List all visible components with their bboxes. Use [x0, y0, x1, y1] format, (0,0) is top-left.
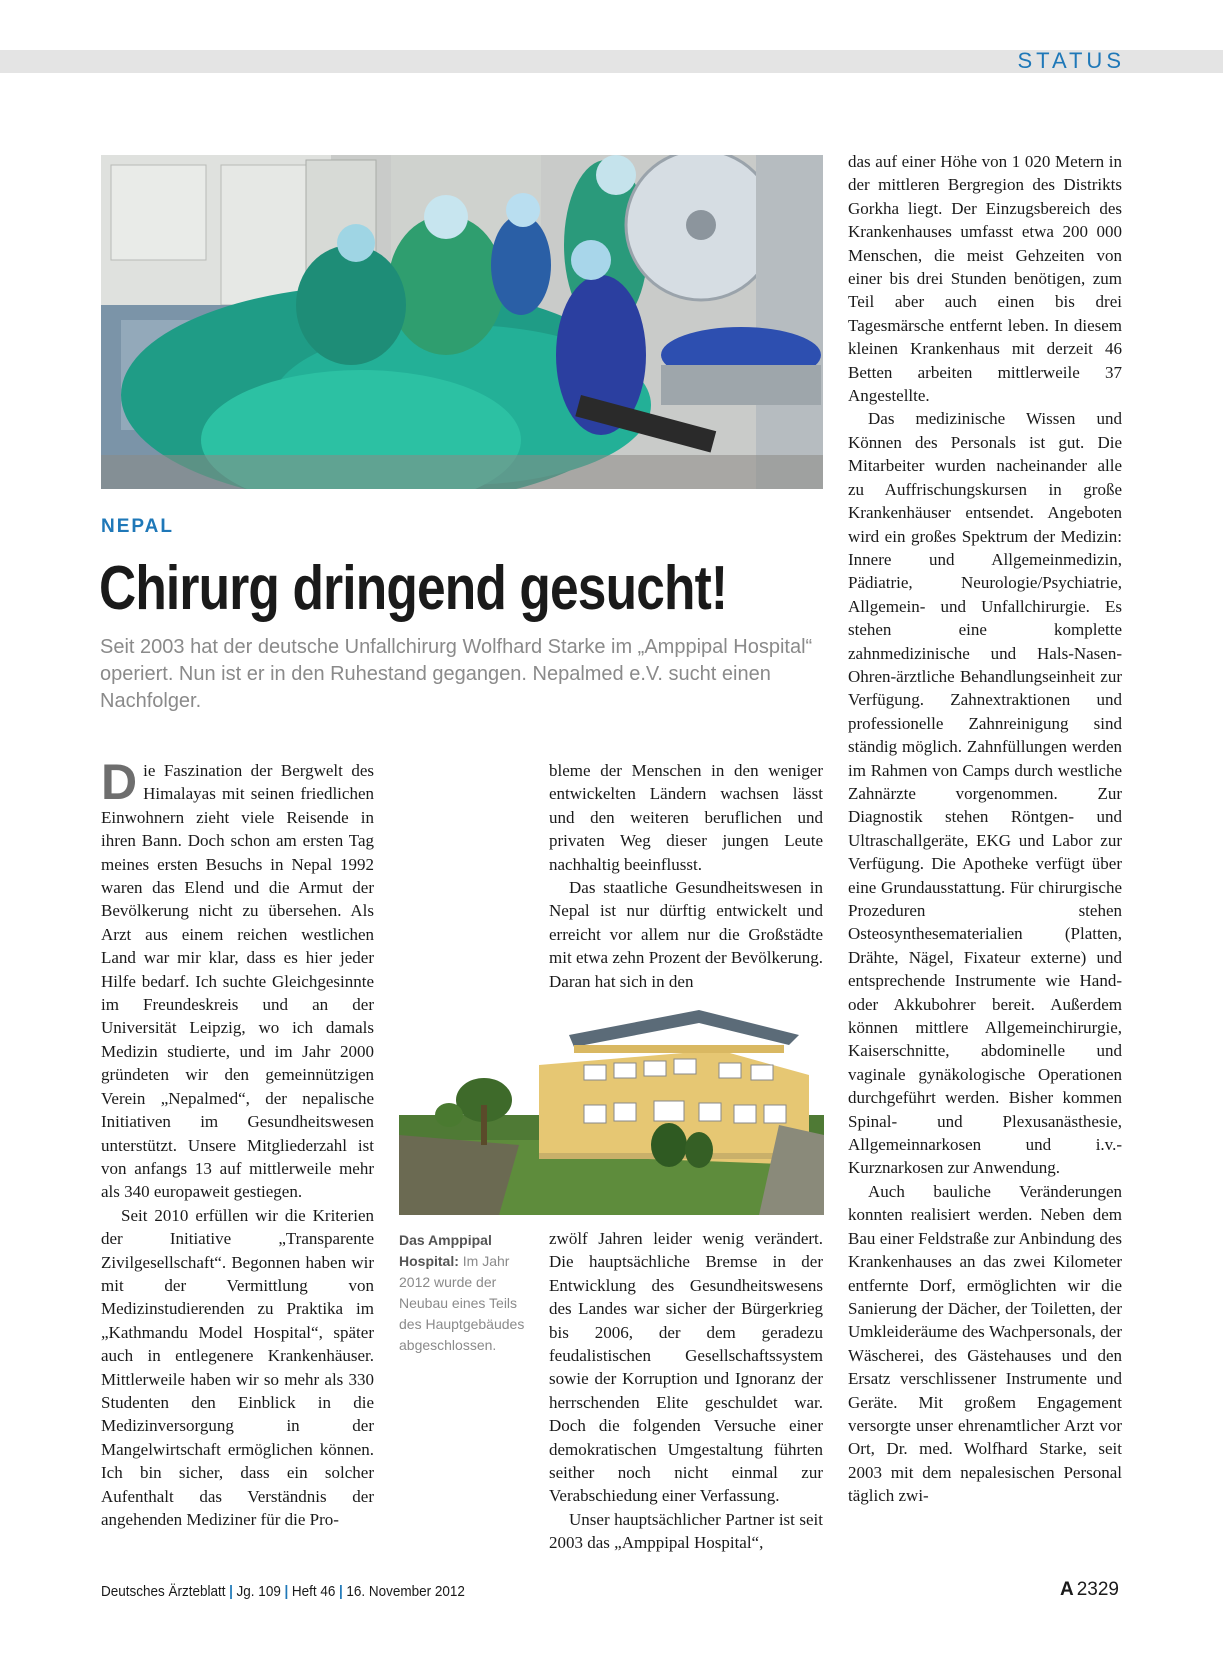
- hospital-building-photo: [399, 1005, 824, 1215]
- volume: Jg. 109: [236, 1583, 281, 1600]
- section-label: STATUS: [1017, 48, 1125, 73]
- caption-text: Im Jahr 2012 wurde der Neubau eines Teils des Hauptgebäudes abgeschlossen.: [399, 1253, 525, 1353]
- paragraph: Seit 2010 erfüllen wir die Kriterien der Initiative „Transparente Zivilgesellschaft“. Begonnen haben wir mit der Vermittlung von Medizinstudierenden zu Praktika im „Kathmandu Model Hospital“, später auch in entlegenere Krankenhäuser. Mittlerweile haben wir so mehr als 330 Studenten den Einblick in die Medizinversorgung in der Mangelwirtschaft ermöglichen können. Ich bin sicher, dass ein solcher Aufenthalt das Verständnis der angehenden Mediziner für die Pro-: [101, 1205, 374, 1529]
- paragraph: Das medizinische Wissen und Können des Personals ist gut. Die Mitarbeiter wurden nacheinander alle zu Auffrischungskursen in große Krankenhäuser entsendet. Angeboten wird ein großes Spektrum der Medizin: Innere und Allgemeinmedizin, Pädiatrie, Neurologie/Psychiatrie, Allgemein- und Unfallchirurgie. Es stehen eine komplette zahnmedizinische und Hals-Nasen-Ohren-ärztliche Behandlungseinheit zur Verfügung. Zahnextraktionen und professionelle Zahnreinigung sind ständig möglich. Zahnfüllungen werden im Rahmen von Camps durch westliche Zahnärzte vorgenommen. Zur Diagnostik stehen Röntgen- und Ultraschallgeräte, EKG und Labor zur Verfügung. Die Apotheke verfügt über eine Grundausstattung. Für chirurgische Prozeduren stehen Osteosynthesematerialien (Platten, Drähte, Nägel, Fixateur externe) und entsprechende Instrumente wie Hand- oder Akkubohrer bereit. Außerdem können mittlere Allgemeinchirurgie, Kaiserschnitte, abdominelle und vaginale gynäkologische Operationen durchgeführt werden. Bisher kommen Spinal- und Plexusanästhesie, Allgemeinnarkosen und i.v.-Kurznarkosen zur Anwendung.: [848, 409, 1122, 1178]
- article-kicker: NEPAL: [101, 516, 174, 537]
- article-title: Chirurg dringend gesucht!: [99, 554, 728, 623]
- paragraph: das auf einer Höhe von 1 020 Metern in der mittleren Bergregion des Distrikts Gorkha liegt. Der Einzugsbereich des Krankenhauses umfasst etwa 200 000 Menschen, die meist Gehzeiten von einer bis drei Stunden benötigen, zum Teil aber auch einen bis drei Tagesmärsche entfernt leben. In diesem kleinen Krankenhaus mit derzeit 46 Betten arbeiten mittlerweile 37 Angestellte.: [848, 152, 1122, 406]
- page-prefix: A: [1059, 1579, 1074, 1600]
- caption-title: Das Amppipal Hospital:: [399, 1232, 492, 1269]
- journal-name: Deutsches Ärzteblatt: [101, 1583, 226, 1600]
- surgery-photo: [101, 155, 823, 489]
- photo-caption: [399, 1230, 529, 1356]
- paragraph: ie Faszination der Bergwelt des Himalayas mit seinen friedlichen Einwohnern zieht viele Reisende in ihren Bann. Doch schon am ersten Tag meines ersten Besuchs in Nepal 1992 waren das Elend und die Armut der Bevölkerung nicht zu übersehen. Als Arzt aus einem reichen westlichen Land war mir klar, dass es hier jeder Hilfe bedarf. Ich suchte Gleichgesinnte im Freundeskreis und an der Universität Leipzig, wo ich damals Medizin studierte, und im Jahr 2000 gründeten wir den gemeinnützigen Verein „Nepalmed“, der nepalische Initiativen im Gesundheitswesen unterstützt. Unsere Mitgliederzahl ist von anfangs 13 auf mittlerweile mehr als 340 europaweit gestiegen.: [101, 761, 374, 1202]
- text-column-1: [101, 754, 374, 1531]
- page-number-value: 2329: [1076, 1579, 1119, 1600]
- text-column-2-top: [549, 759, 823, 993]
- drop-cap: D: [101, 754, 138, 810]
- paragraph: bleme der Menschen in den weniger entwickelten Ländern wachsen lässt und den weiteren beruflichen und privaten Weg dieser jungen Leute nachhaltig beeinflusst.: [549, 761, 823, 874]
- issue-date: 16. November 2012: [346, 1583, 465, 1600]
- paragraph: Auch bauliche Veränderungen konnten realisiert werden. Neben dem Bau einer Feldstraße zur Anbindung des Krankenhauses an das zwei Kilometer entfernte Dorf, ermöglichten wir die Sanierung der Dächer, der Toiletten, der Umkleideräume des Wachpersonals, der Wäscherei, des Gästehauses und den Ersatz verschlissener Instrumente und Geräte. Mit großem Engagement versorgte unser ehrenamtlicher Arzt vor Ort, Dr. med. Wolfhard Starke, seit 2003 mit dem nepalesischen Personal täglich zwi-: [848, 1181, 1122, 1506]
- paragraph: Unser hauptsächlicher Partner ist seit 2003 das „Amppipal Hospital“,: [549, 1509, 823, 1553]
- page-number: [1060, 1579, 1119, 1601]
- footer-citation: Deutsches Ärzteblatt | Jg. 109 | Heft 46 | 16. November 2012: [101, 1583, 465, 1600]
- paragraph: Das staatliche Gesundheitswesen in Nepal ist nur dürftig entwickelt und erreicht vor allem nur die Großstädte mit etwa zehn Prozent der Bevölkerung. Daran hat sich in den: [549, 878, 823, 991]
- text-column-3: [848, 150, 1122, 1508]
- text-column-2-bottom: [549, 1227, 823, 1555]
- issue: Heft 46: [291, 1583, 336, 1600]
- paragraph: zwölf Jahren leider wenig verändert. Die hauptsächliche Bremse in der Entwicklung des Gesundheitswesens des Landes war sicher der Bürgerkrieg bis 2006, der dem geradezu feudalistischen Gesellschaftssystem sowie der Korruption und Ignoranz der herrschenden Elite geschuldet war. Doch die folgenden Versuche einer demokratischen Umgestaltung führten seither noch nicht einmal zur Verabschiedung einer Verfassung.: [549, 1229, 823, 1506]
- article-subtitle: Seit 2003 hat der deutsche Unfallchirurg Wolfhard Starke im „Amppipal Hospital“ operiert. Nun ist er in den Ruhestand gegangen. Nepalmed e.V. sucht einen Nachfolger.: [100, 636, 813, 712]
